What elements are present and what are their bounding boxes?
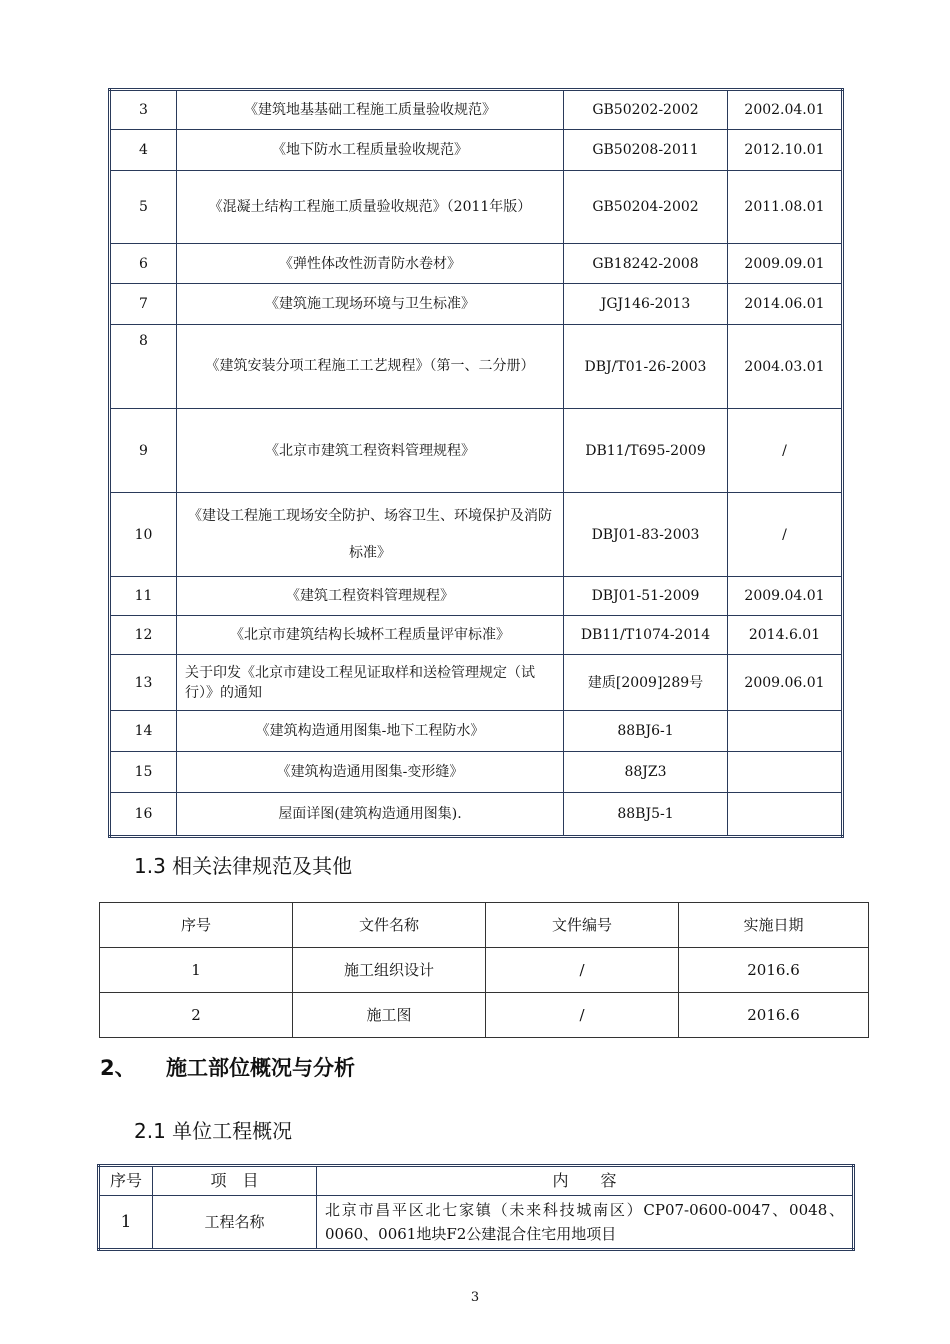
effective-date: / <box>728 409 843 493</box>
standard-code: JGJ146-2013 <box>564 284 728 325</box>
standard-name: 《建筑构造通用图集-地下工程防水》 <box>177 711 564 752</box>
row-number: 14 <box>110 711 177 752</box>
row-number: 10 <box>110 493 177 577</box>
page-number: 3 <box>470 1290 480 1305</box>
standard-code: 88BJ5-1 <box>564 793 728 837</box>
row-number: 2 <box>100 993 293 1038</box>
standard-name: 《建筑工程资料管理规程》 <box>177 577 564 616</box>
standard-name: 《北京市建筑工程资料管理规程》 <box>177 409 564 493</box>
standard-name: 《弹性体改性沥青防水卷材》 <box>177 244 564 284</box>
item-name: 工程名称 <box>153 1196 317 1250</box>
table-row <box>110 244 843 284</box>
standard-name: 《建筑施工现场环境与卫生标准》 <box>177 284 564 325</box>
row-number: 6 <box>110 244 177 284</box>
standard-name: 《地下防水工程质量验收规范》 <box>177 130 564 171</box>
table-row <box>110 577 843 616</box>
standard-name: 屋面详图(建筑构造通用图集). <box>177 793 564 837</box>
effective-date: 2016.6 <box>679 948 869 993</box>
standard-code: GB50204-2002 <box>564 171 728 244</box>
standard-name: 《混凝土结构工程施工质量验收规范》（2011年版） <box>177 171 564 244</box>
standard-code: GB50208-2011 <box>564 130 728 171</box>
row-number: 7 <box>110 284 177 325</box>
effective-date: 2014.06.01 <box>728 284 843 325</box>
table-row <box>110 616 843 655</box>
row-number: 8 <box>110 325 177 409</box>
column-header: 文件编号 <box>486 903 679 948</box>
table-row <box>110 90 843 130</box>
table-row <box>110 711 843 752</box>
standard-code: DBJ01-51-2009 <box>564 577 728 616</box>
table-row <box>110 130 843 171</box>
standard-code: DB11/T695-2009 <box>564 409 728 493</box>
row-number: 13 <box>110 655 177 711</box>
standard-code: DBJ01-83-2003 <box>564 493 728 577</box>
row-number: 11 <box>110 577 177 616</box>
row-number: 3 <box>110 90 177 130</box>
standard-name: 《建设工程施工现场安全防护、场容卫生、环境保护及消防标准》 <box>177 493 564 577</box>
row-number: 9 <box>110 409 177 493</box>
effective-date: / <box>728 493 843 577</box>
standard-name: 《北京市建筑结构长城杯工程质量评审标准》 <box>177 616 564 655</box>
table-row <box>110 655 843 711</box>
effective-date <box>728 752 843 793</box>
document-name: 施工组织设计 <box>293 948 486 993</box>
standard-name: 关于印发《北京市建设工程见证取样和送检管理规定（试行）》的通知 <box>177 655 564 711</box>
effective-date <box>728 711 843 752</box>
section-2-heading: 施工部位概况与分析 <box>166 1056 355 1080</box>
standards-table <box>108 88 844 838</box>
table-row <box>99 1196 854 1250</box>
effective-date: 2009.06.01 <box>728 655 843 711</box>
standard-code: 建质[2009]289号 <box>564 655 728 711</box>
effective-date <box>728 793 843 837</box>
table-row <box>110 171 843 244</box>
column-header: 实施日期 <box>679 903 869 948</box>
row-number: 4 <box>110 130 177 171</box>
section-2-1-heading: 2.1 单位工程概况 <box>134 1119 293 1143</box>
effective-date: 2011.08.01 <box>728 171 843 244</box>
effective-date: 2002.04.01 <box>728 90 843 130</box>
table-header-row <box>99 1166 854 1196</box>
effective-date: 2016.6 <box>679 993 869 1038</box>
laws-table <box>99 902 869 1038</box>
effective-date: 2014.6.01 <box>728 616 843 655</box>
row-number: 5 <box>110 171 177 244</box>
standard-code: DBJ/T01-26-2003 <box>564 325 728 409</box>
table-row <box>110 493 843 577</box>
document-code: / <box>486 993 679 1038</box>
row-number: 16 <box>110 793 177 837</box>
row-number: 12 <box>110 616 177 655</box>
document-name: 施工图 <box>293 993 486 1038</box>
table-row <box>110 793 843 837</box>
table-row <box>110 284 843 325</box>
standard-name: 《建筑构造通用图集-变形缝》 <box>177 752 564 793</box>
row-number: 15 <box>110 752 177 793</box>
item-content: 北京市昌平区北七家镇（未来科技城南区）CP07-0600-0047、0048、0060、0061地块F2公建混合住宅用地项目 <box>317 1196 854 1250</box>
standard-code: GB18242-2008 <box>564 244 728 284</box>
section-1-3-heading: 1.3 相关法律规范及其他 <box>134 854 353 878</box>
column-header: 文件名称 <box>293 903 486 948</box>
row-number: 1 <box>100 948 293 993</box>
project-overview-table <box>97 1164 855 1251</box>
effective-date: 2004.03.01 <box>728 325 843 409</box>
standard-name: 《建筑安装分项工程施工工艺规程》（第一、二分册） <box>177 325 564 409</box>
standard-code: 88BJ6-1 <box>564 711 728 752</box>
standard-code: 88JZ3 <box>564 752 728 793</box>
table-row <box>100 948 869 993</box>
effective-date: 2009.04.01 <box>728 577 843 616</box>
table-row <box>110 752 843 793</box>
row-number: 1 <box>99 1196 153 1250</box>
standard-code: DB11/T1074-2014 <box>564 616 728 655</box>
effective-date: 2009.09.01 <box>728 244 843 284</box>
effective-date: 2012.10.01 <box>728 130 843 171</box>
column-header: 项 目 <box>153 1166 317 1196</box>
standard-code: GB50202-2002 <box>564 90 728 130</box>
standard-name: 《建筑地基基础工程施工质量验收规范》 <box>177 90 564 130</box>
column-header: 序号 <box>100 903 293 948</box>
table-row <box>100 993 869 1038</box>
section-2-number: 2、 <box>100 1056 136 1080</box>
table-header-row <box>100 903 869 948</box>
column-header: 内 容 <box>317 1166 854 1196</box>
column-header: 序号 <box>99 1166 153 1196</box>
table-row <box>110 325 843 409</box>
document-code: / <box>486 948 679 993</box>
table-row <box>110 409 843 493</box>
